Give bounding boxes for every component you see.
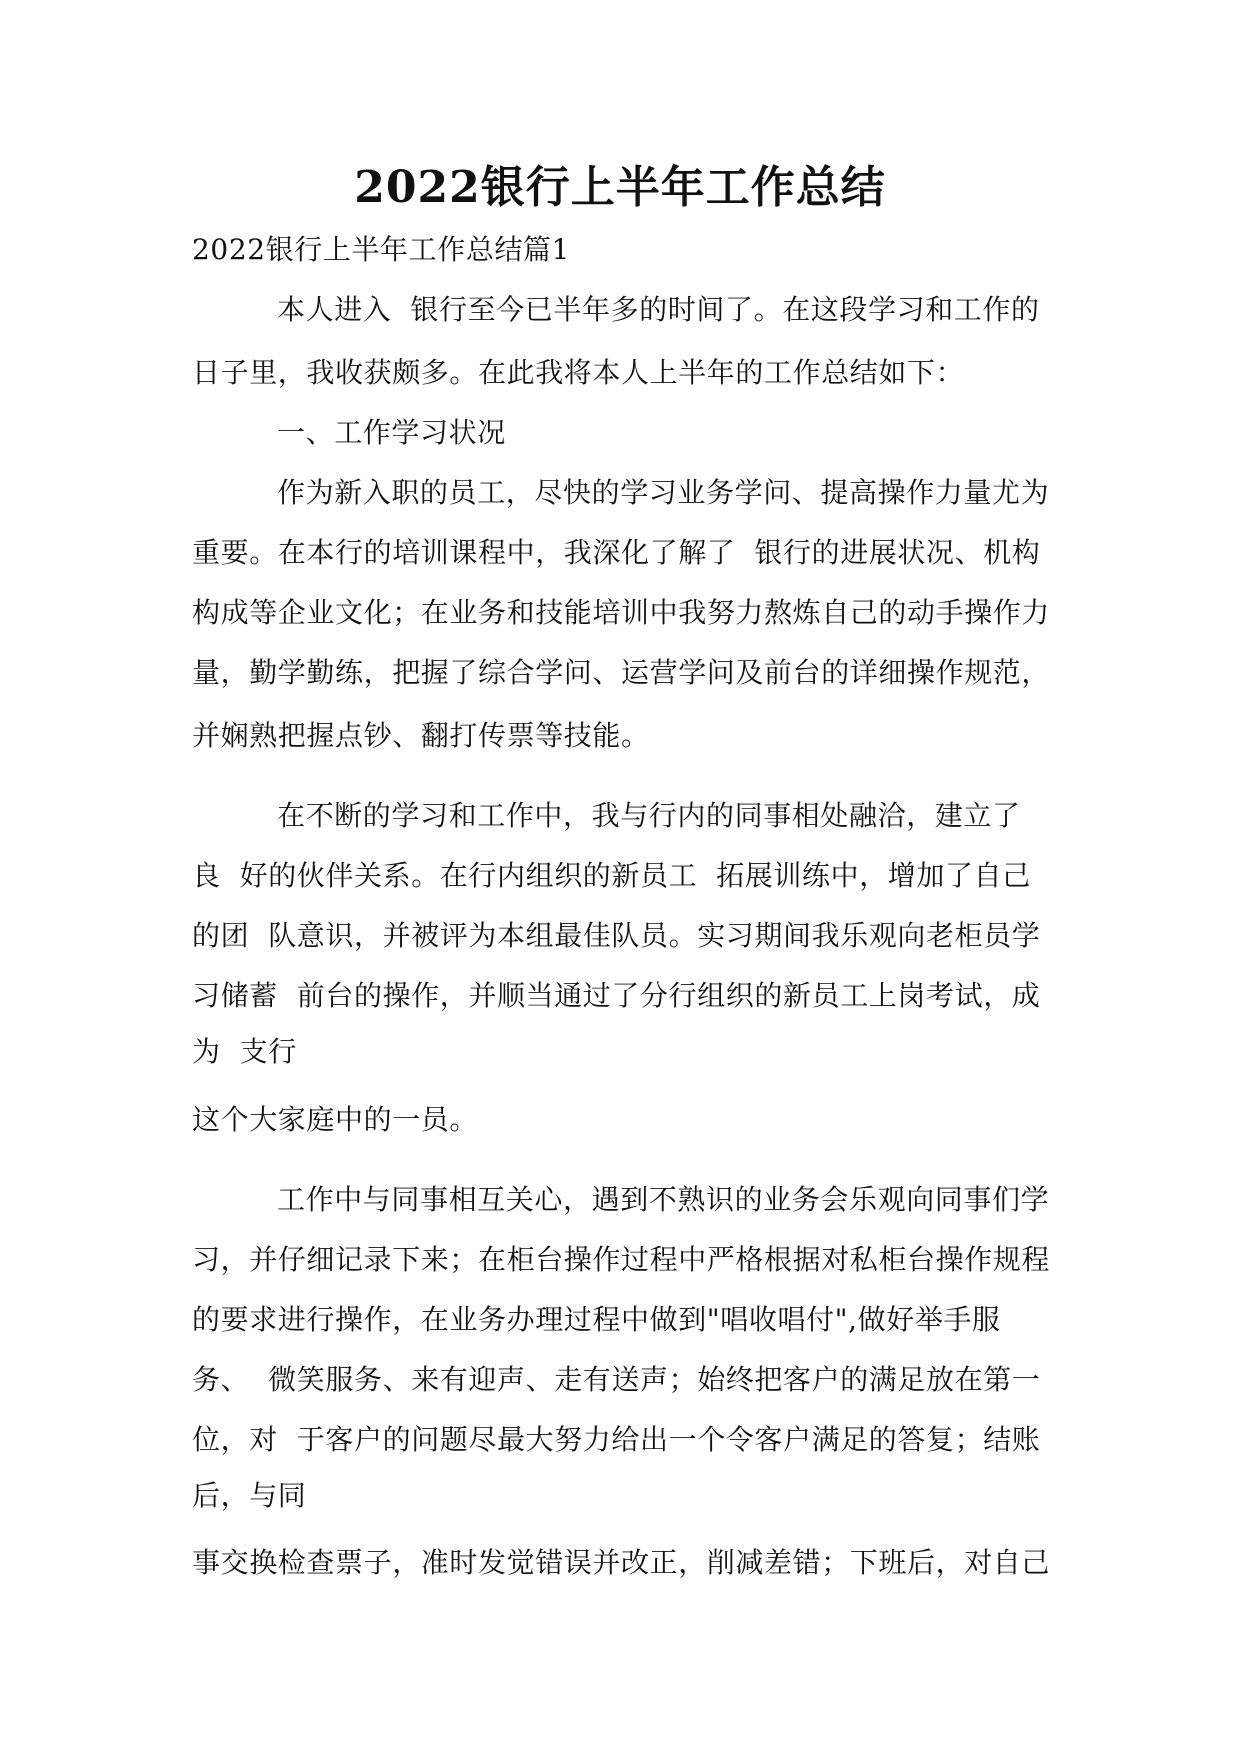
section-heading: 一、工作学习状况 xyxy=(277,416,506,449)
paragraph-line: 日子里，我收获颇多。在此我将本人上半年的工作总结如下： xyxy=(192,356,965,389)
paragraph-line: 后，与同 xyxy=(192,1479,307,1512)
paragraph-line: 作为新入职的员工，尽快的学习业务学问、提高操作力量尤为 xyxy=(277,476,1050,509)
paragraph-line: 事交换检查票子，准时发觉错误并改正，削减差错；下班后，对自己 xyxy=(192,1546,1051,1579)
paragraph-line: 良 好的伙伴关系。在行内组织的新员工 拓展训练中，增加了自己 xyxy=(192,859,1031,892)
paragraph-line: 这个大家庭中的一员。 xyxy=(192,1103,479,1136)
paragraph-line: 为 支行 xyxy=(192,1035,297,1068)
paragraph-line: 习，并仔细记录下来；在柜台操作过程中严格根据对私柜台操作规程 xyxy=(192,1243,1051,1276)
paragraph-line: 的团 队意识，并被评为本组最佳队员。实习期间我乐观向老柜员学 xyxy=(192,919,1041,952)
paragraph-line: 重要。在本行的培训课程中，我深化了解了 银行的进展状况、机构 xyxy=(192,536,1041,569)
paragraph-line: 习储蓄 前台的操作，并顺当通过了分行组织的新员工上岗考试，成 xyxy=(192,979,1041,1012)
paragraph-line: 位，对 于客户的问题尽最大努力给出一个令客户满足的答复；结账 xyxy=(192,1423,1041,1456)
paragraph-line: 构成等企业文化；在业务和技能培训中我努力熬炼自己的动手操作力 xyxy=(192,596,1051,629)
document-title: 2022银行上半年工作总结 xyxy=(354,162,886,213)
paragraph-line: 量，勤学勤练，把握了综合学问、运营学问及前台的详细操作规范， xyxy=(192,656,1051,689)
document-subtitle: 2022银行上半年工作总结篇1 xyxy=(192,233,571,266)
paragraph-line: 在不断的学习和工作中，我与行内的同事相处融洽，建立了 xyxy=(277,799,1021,832)
paragraph-line: 工作中与同事相互关心，遇到不熟识的业务会乐观向同事们学 xyxy=(277,1183,1050,1216)
paragraph-line: 并娴熟把握点钞、翻打传票等技能。 xyxy=(192,719,650,752)
paragraph-line: 本人进入 银行至今已半年多的时间了。在这段学习和工作的 xyxy=(277,293,1040,326)
paragraph-line: 的要求进行操作，在业务办理过程中做到"唱收唱付",做好举手服 xyxy=(192,1303,1001,1336)
paragraph-line: 务、 微笑服务、来有迎声、走有送声；始终把客户的满足放在第一 xyxy=(192,1363,1041,1396)
